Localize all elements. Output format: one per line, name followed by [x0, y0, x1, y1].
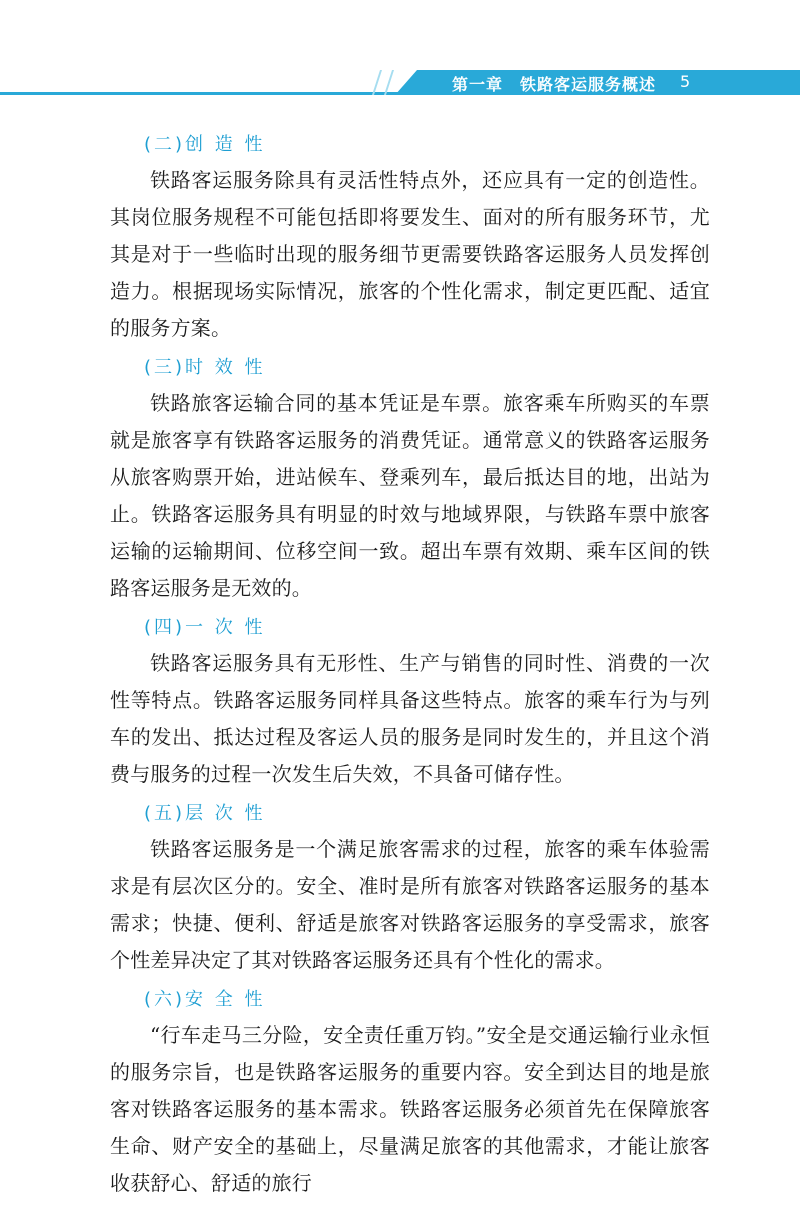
section-paragraph: 铁路旅客运输合同的基本凭证是车票。旅客乘车所购买的车票就是旅客享有铁路客运服务的消费凭证。通常意义的铁路客运服务从旅客购票开始，进站候车、登乘列车，最后抵达目的地，出站为止。铁路客运服务具有明显的时效与地域界限，与铁路车票中旅客运输的运输期间、位移空间一致。超出车票有效期、乘车区间的铁路客运服务是无效的。: [110, 391, 710, 600]
section-creativity: [110, 128, 710, 347]
chapter-title: 第一章 铁路客运服务概述: [452, 75, 657, 94]
section-timeliness: [110, 351, 710, 607]
section-heading: (六)安 全 性: [144, 989, 266, 1010]
section-heading: (三)时 效 性: [144, 357, 266, 378]
section-heading: (二)创 造 性: [144, 134, 266, 155]
page-number: 5: [680, 72, 691, 91]
section-hierarchy: [110, 797, 710, 979]
section-heading: (五)层 次 性: [144, 803, 266, 824]
section-heading: (四)一 次 性: [144, 617, 266, 638]
section-paragraph: 铁路客运服务是一个满足旅客需求的过程，旅客的乘车体验需求是有层次区分的。安全、准时是所有旅客对铁路客运服务的基本需求；快捷、便利、舒适是旅客对铁路客运服务的享受需求，旅客个性差异决定了其对铁路客运服务还具有个性化的需求。: [110, 837, 710, 972]
section-one-time: [110, 611, 710, 793]
page-header: [0, 70, 800, 100]
section-paragraph: “行车走马三分险，安全责任重万钧。”安全是交通运输行业永恒的服务宗旨，也是铁路客运服务的重要内容。安全到达目的地是旅客对铁路客运服务的基本需求。铁路客运服务必须首先在保障旅客生命、财产安全的基础上，尽量满足旅客的其他需求，才能让旅客收获舒心、舒适的旅行: [110, 1023, 710, 1195]
section-safety: [110, 983, 710, 1202]
section-paragraph: 铁路客运服务除具有灵活性特点外，还应具有一定的创造性。其岗位服务规程不可能包括即将要发生、面对的所有服务环节，尤其是对于一些临时出现的服务细节更需要铁路客运服务人员发挥创造力。根据现场实际情况，旅客的个性化需求，制定更匹配、适宜的服务方案。: [110, 168, 710, 340]
section-paragraph: 铁路客运服务具有无形性、生产与销售的同时性、消费的一次性等特点。铁路客运服务同样具备这些特点。旅客的乘车行为与列车的发出、抵达过程及客运人员的服务是同时发生的，并且这个消费与服务的过程一次发生后失效，不具备可储存性。: [110, 651, 710, 786]
page-body: [110, 128, 710, 1206]
